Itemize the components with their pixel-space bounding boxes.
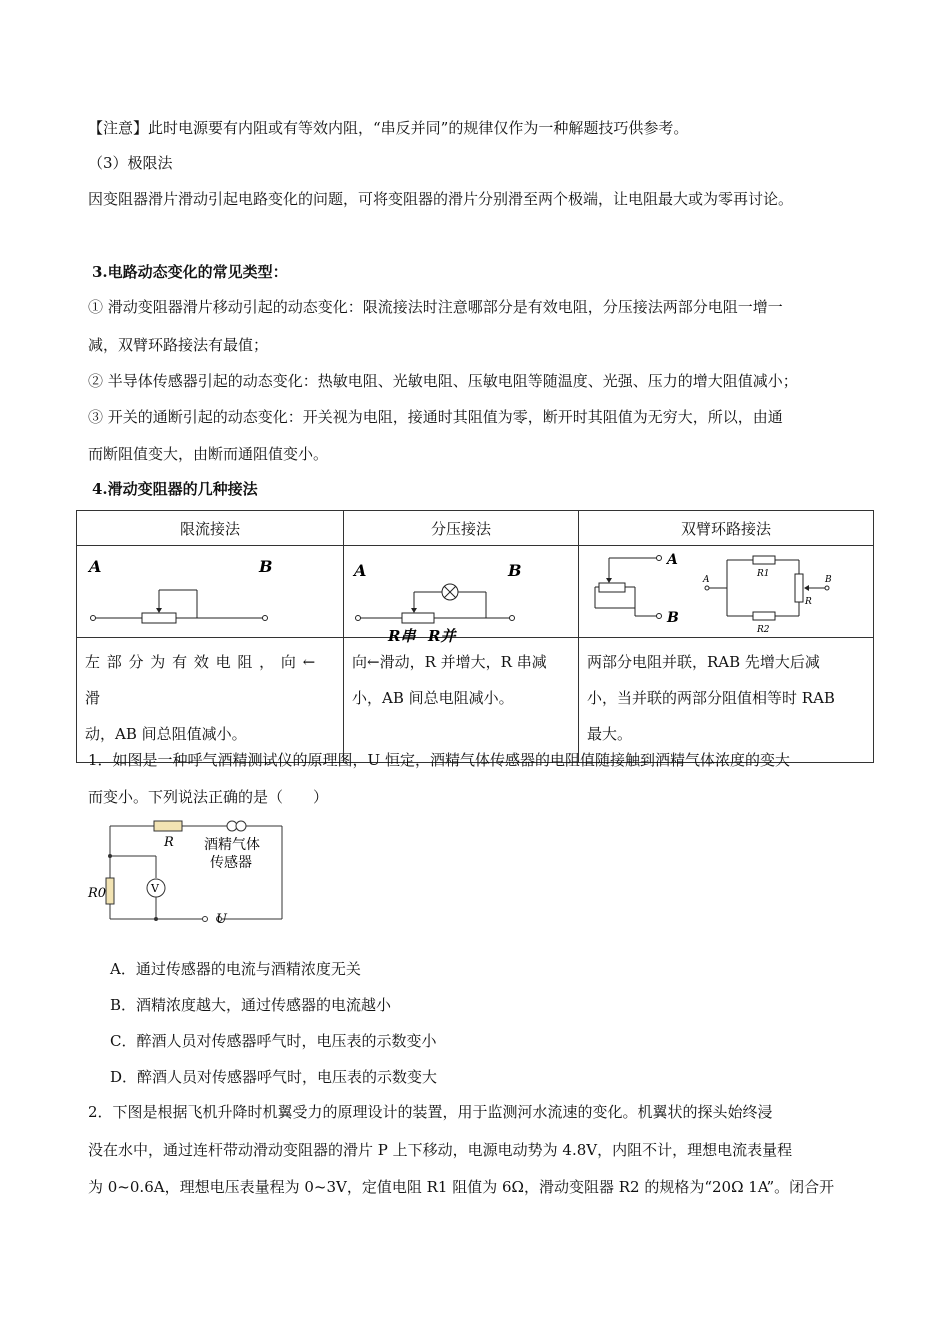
description-line: 两部分电阻并联，RAB 先增大后减 (587, 653, 820, 671)
label-r-series: R串 (388, 627, 416, 645)
current-limiting-circuit (77, 546, 343, 633)
question1-option-d[interactable]: D．醉酒人员对传感器呼气时，电压表的示数变大 (110, 1068, 438, 1086)
method3-title: （3）极限法 (88, 154, 173, 172)
question2-line3: 为 0~0.6A，理想电压表量程为 0~3V，定值电阻 R1 阻值为 6Ω，滑动变阻器 R2 的规格为“20Ω 1A”。闭合开 (88, 1178, 835, 1196)
resistor-r-label: R (164, 835, 174, 850)
voltage-divider-circuit (344, 546, 578, 645)
label-a: A (703, 575, 710, 585)
question1-stem-line1: 1．如图是一种呼气酒精测试仪的原理图，U 恒定，酒精气体传感器的电阻值随接触到酒精气体浓度的变大 (88, 751, 790, 769)
diagram-current-limiting (77, 546, 344, 638)
label-b: B (667, 610, 679, 626)
label-r2: R2 (757, 625, 770, 635)
breathalyzer-circuit-figure (86, 816, 296, 928)
double-arm-loop-circuit (579, 546, 873, 633)
sensor-label-line1: 酒精气体 (204, 837, 260, 853)
section3-item1-line1: ① 滑动变阻器滑片移动引起的动态变化：限流接法时注意哪部分是有效电阻，分压接法两部分电阻一增一 (88, 298, 783, 316)
description-current-limiting (77, 638, 344, 763)
description-line: 左 部 分 为 有 效 电 阻 ， 向 ← 滑 (85, 653, 317, 707)
question1-stem-line2: 而变小。下列说法正确的是（ ） (88, 788, 329, 806)
diagram-double-arm-loop (579, 546, 874, 638)
label-r1: R1 (757, 569, 770, 579)
description-double-arm-loop (579, 638, 874, 763)
description-line: 最大。 (587, 725, 633, 743)
label-a: A (667, 552, 678, 568)
method3-text: 因变阻器滑片滑动引起电路变化的问题，可将变阻器的滑片分别滑至两个极端，让电阻最大或为零再讨论。 (88, 190, 794, 208)
section3-item1-line2: 减，双臂环路接法有最值； (88, 336, 269, 354)
diagram-voltage-divider (344, 546, 579, 645)
section3-item2: ② 半导体传感器引起的动态变化：热敏电阻、光敏电阻、压敏电阻等随温度、光强、压力的增大阻值减小； (88, 372, 798, 390)
label-r: R (805, 597, 812, 607)
column-header-voltage-divider: 分压接法 (344, 511, 579, 546)
label-b: B (508, 561, 522, 580)
label-a: A (89, 557, 102, 576)
resistor-r0-label: R0 (88, 886, 107, 901)
column-header-double-arm-loop: 双臂环路接法 (579, 511, 874, 546)
question2-line2: 没在水中，通过连杆带动滑动变阻器的滑片 P 上下移动，电源电动势为 4.8V，内阻不计，理想电流表量程 (88, 1141, 793, 1159)
note-line: 【注意】此时电源要有内阻或有等效内阻，“串反并同”的规律仅作为一种解题技巧供参考。 (88, 119, 689, 137)
description-line: 小，当并联的两部分阻值相等时 RAB (587, 689, 835, 707)
description-line: 向←滑动，R 并增大，R 串减 (352, 653, 547, 671)
question1-option-b[interactable]: B．酒精浓度越大，通过传感器的电流越小 (110, 996, 392, 1014)
description-voltage-divider (344, 638, 579, 763)
voltmeter-label: V (151, 882, 159, 895)
methods-table (76, 510, 874, 763)
section4-heading: 4.滑动变阻器的几种接法 (92, 480, 258, 498)
label-r-parallel: R并 (428, 627, 456, 645)
section3-item3-line1: ③ 开关的通断引起的动态变化：开关视为电阻，接通时其阻值为零，断开时其阻值为无穷大，所以，由通 (88, 408, 783, 426)
question1-option-a[interactable]: A．通过传感器的电流与酒精浓度无关 (110, 960, 361, 978)
column-header-current-limiting: 限流接法 (77, 511, 344, 546)
label-b: B (259, 557, 273, 576)
question2-line1: 2．下图是根据飞机升降时机翼受力的原理设计的装置，用于监测河水流速的变化。机翼状的探头始终浸 (88, 1103, 773, 1121)
voltage-u-label: U (216, 912, 227, 927)
section3-heading: 3.电路动态变化的常见类型： (92, 263, 288, 281)
section3-item3-line2: 而断阻值变大，由断而通阻值变小。 (88, 445, 329, 463)
description-line: 动，AB 间总阻值减小。 (85, 725, 247, 743)
question1-option-c[interactable]: C．醉酒人员对传感器呼气时，电压表的示数变小 (110, 1032, 437, 1050)
description-line: 小，AB 间总电阻减小。 (352, 689, 514, 707)
label-b: B (825, 575, 832, 585)
label-a: A (354, 561, 367, 580)
sensor-label-line2: 传感器 (210, 855, 252, 871)
